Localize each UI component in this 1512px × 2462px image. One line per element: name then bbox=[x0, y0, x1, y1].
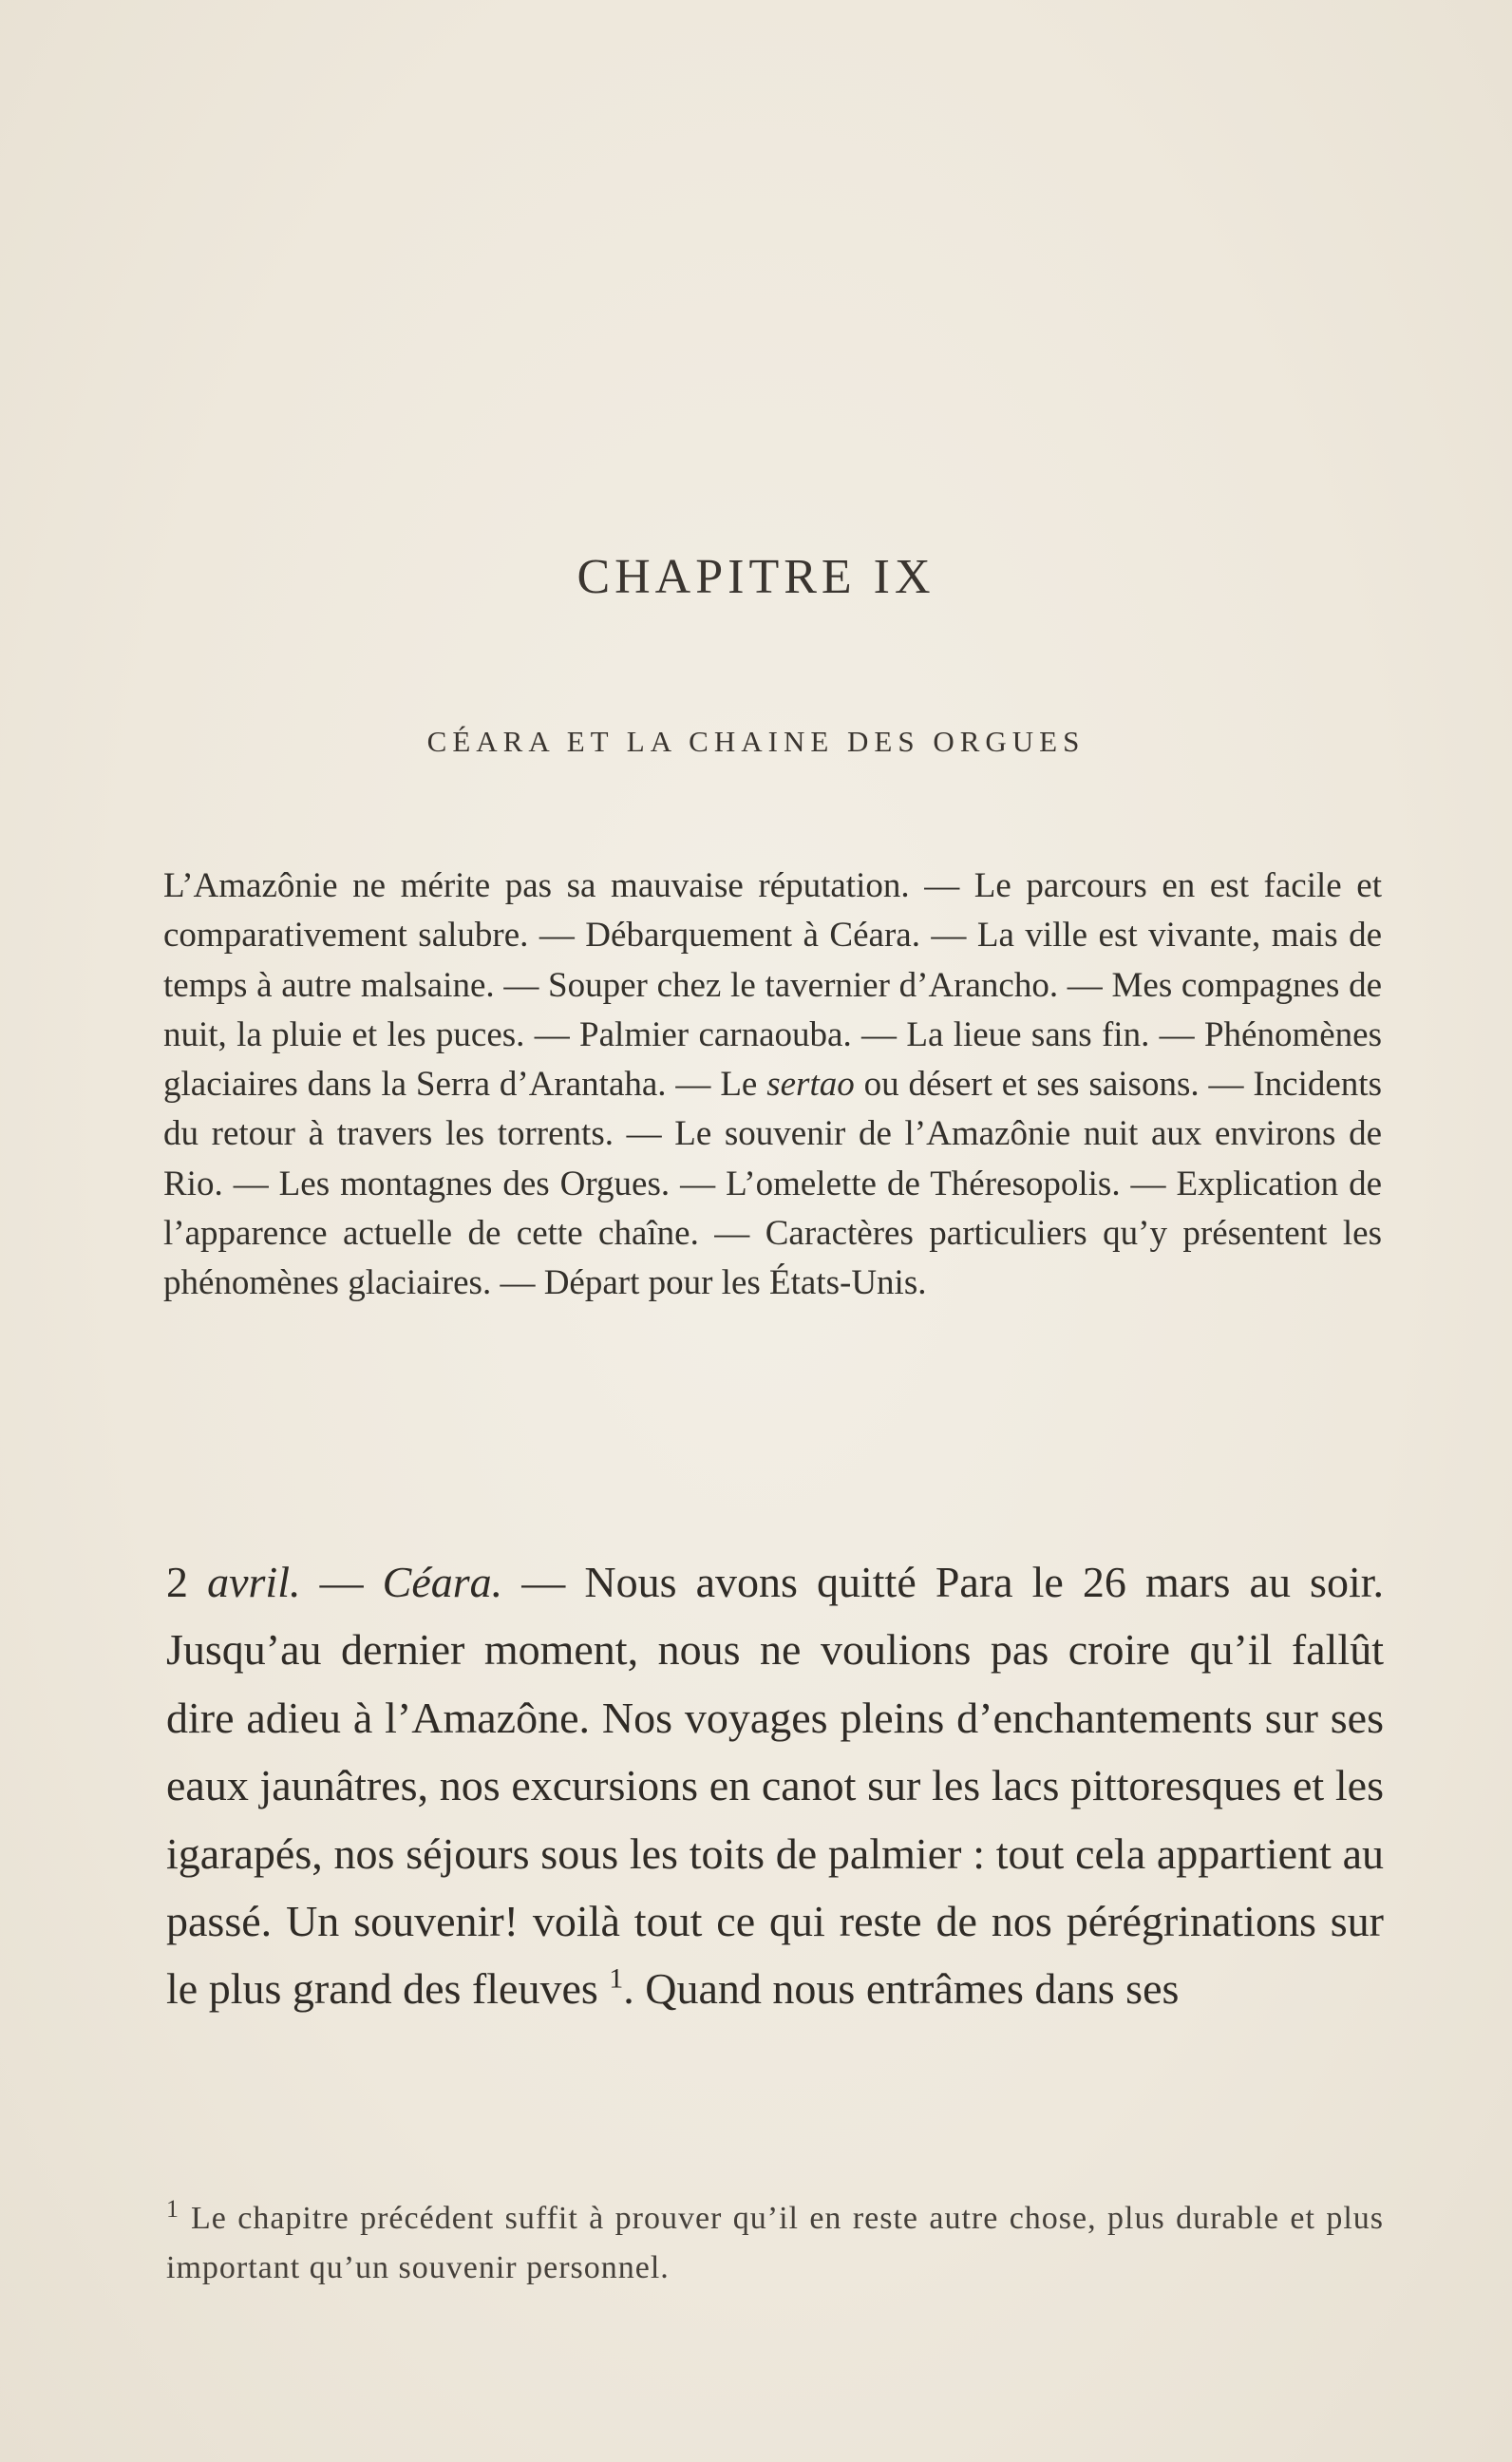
body-text-b: . Quand nous entrâmes dans ses bbox=[623, 1964, 1180, 2014]
date-prefix: 2 bbox=[166, 1558, 208, 1606]
summary-text-part2: ou désert et ses saisons. — Incidents du retour à travers les torrents. — Le souvenir de l’Amazônie nuit aux environs de Rio. — Les montagnes des Orgues. — L’omelette de Théresopolis. — Explication de l’apparence actuelle de cette chaîne. — Caractères particuliers qu’y présentent les phénomènes glaciaires. — Départ pour les États-Unis. bbox=[163, 1065, 1382, 1303]
summary-italic-term: sertao bbox=[766, 1065, 855, 1105]
summary-text-part1: L’Amazônie ne mérite pas sa mauvaise réputation. — Le parcours en est facile et comparativement salubre. — Débarquement à Céara. — La ville est vivante, mais de temps à autre malsaine. — Souper chez le tavernier d’Arancho. — Mes compagnes de nuit, la pluie et les puces. — Palmier carnaouba. — La lieue sans fin. — Phénomènes glaciaires dans la Serra d’Arantaha. — Le bbox=[163, 866, 1382, 1105]
footnote-reference: 1 bbox=[609, 1963, 624, 1996]
footnote-text: Le chapitre précédent suffit à prouver qu’il en reste autre chose, plus durable et plus important qu’un souvenir personnel. bbox=[166, 2201, 1384, 2285]
body-text-a: — Nous avons quitté Para le 26 mars au soir. Jusqu’au dernier moment, nous ne voulions pas croire qu’il fallût dire adieu à l’Amazône. Nos voyages pleins d’enchantements sur ses eaux jaunâtres, nos excursions en canot sur les lacs pittoresques et les igarapés, nos séjours sous les toits de palmier : tout cela appartient au passé. Un souvenir! voilà tout ce qui reste de nos pérégrinations sur le plus grand des fleuves bbox=[166, 1558, 1384, 2014]
footnote-marker: 1 bbox=[166, 2194, 180, 2223]
place-italic: Céara. bbox=[382, 1558, 503, 1606]
footnote bbox=[166, 2194, 1384, 2293]
date-dash: — bbox=[300, 1558, 383, 1606]
body-paragraph bbox=[166, 1548, 1384, 2023]
chapter-title: CHAPITRE IX bbox=[576, 550, 936, 604]
date-italic: avril. bbox=[207, 1558, 301, 1606]
chapter-subtitle: CÉARA ET LA CHAINE DES ORGUES bbox=[426, 725, 1086, 758]
chapter-summary bbox=[163, 862, 1382, 1309]
